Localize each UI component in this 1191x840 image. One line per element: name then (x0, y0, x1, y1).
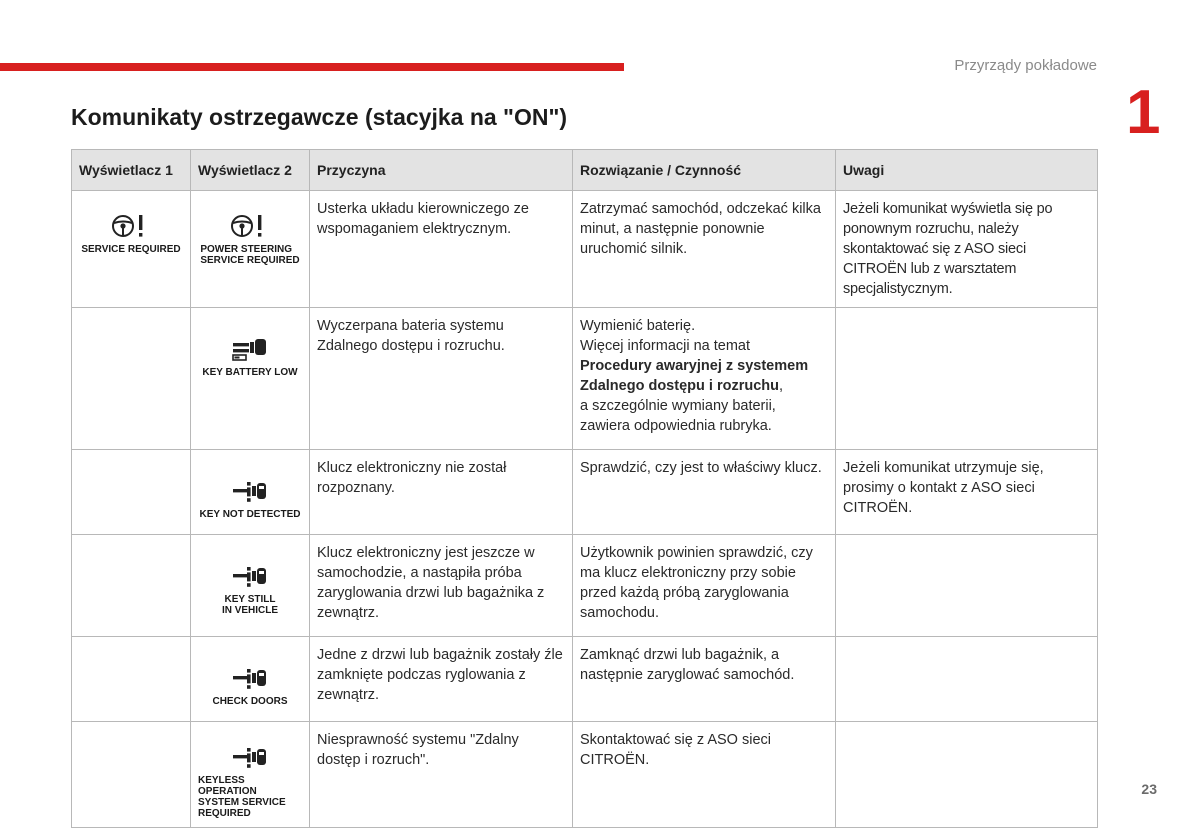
cause-cell: Wyczerpana bateria systemu Zdalnego dostępu i rozruchu. (310, 308, 573, 450)
solution-cell: Użytkownik powinien sprawdzić, czy ma klucz elektroniczny przy sobie przed każdą próbą zaryglowania samochodu. (573, 535, 836, 637)
notes-cell (836, 535, 1098, 637)
solution-cell: Zatrzymać samochód, odczekać kilka minut, a następnie ponownie uruchomić silnik. (573, 191, 836, 308)
cause-cell: Klucz elektroniczny jest jeszcze w samochodzie, a nastąpiła próba zaryglowania drzwi lub bagażnika z zewnątrz. (310, 535, 573, 637)
chapter-number: 1 (1126, 78, 1161, 147)
table-row (72, 722, 1098, 828)
table-row (72, 191, 1098, 308)
steering-wheel-warning-icon (111, 213, 151, 239)
display-message: SERVICE REQUIRED (81, 244, 181, 255)
table-header-row (72, 150, 1098, 191)
display2-cell (191, 637, 310, 722)
header-accent-bar (0, 63, 624, 71)
display2-cell (191, 191, 310, 308)
display-message: POWER STEERING SERVICE REQUIRED (200, 244, 300, 266)
table-row (72, 308, 1098, 450)
col-header-display1: Wyświetlacz 1 (72, 150, 191, 191)
notes-cell (836, 308, 1098, 450)
display2-cell (191, 722, 310, 828)
display-message: KEY NOT DETECTED (199, 509, 301, 520)
display1-cell (72, 722, 191, 828)
solution-cell: Skontaktować się z ASO sieci CITROËN. (573, 722, 836, 828)
display1-cell (72, 191, 191, 308)
cause-cell: Usterka układu kierowniczego ze wspomaganiem elektrycznym. (310, 191, 573, 308)
solution-punctuation: , (778, 378, 784, 394)
warning-messages-table (71, 149, 1098, 828)
display-message: CHECK DOORS (212, 696, 288, 707)
page-number: 23 (1141, 781, 1157, 797)
table-row (72, 535, 1098, 637)
display2-cell (191, 535, 310, 637)
col-header-display2: Wyświetlacz 2 (191, 150, 310, 191)
display2-cell (191, 450, 310, 535)
section-title: Przyrządy pokładowe (954, 57, 1097, 74)
notes-cell (836, 637, 1098, 722)
key-warning-icon (230, 744, 270, 770)
key-warning-icon (230, 563, 270, 589)
key-warning-icon (230, 478, 270, 504)
cause-cell: Klucz elektroniczny nie został rozpoznany. (310, 450, 573, 535)
solution-cell (573, 308, 836, 450)
notes-cell (836, 722, 1098, 828)
cause-cell: Jedne z drzwi lub bagażnik zostały źle zamknięte podczas ryglowania z zewnątrz. (310, 637, 573, 722)
table-row (72, 637, 1098, 722)
col-header-notes: Uwagi (836, 150, 1098, 191)
display1-cell (72, 308, 191, 450)
page-title: Komunikaty ostrzegawcze (stacyjka na "ON") (71, 104, 568, 130)
display-message: KEYLESS OPERATION SYSTEM SERVICE REQUIRED (198, 775, 286, 819)
display-message: KEY BATTERY LOW (202, 367, 298, 378)
solution-line: Wymienić baterię. (580, 318, 696, 334)
solution-cell: Zamknąć drzwi lub bagażnik, a następnie zaryglować samochód. (573, 637, 836, 722)
display1-cell (72, 450, 191, 535)
solution-line: Więcej informacji na temat (580, 338, 751, 354)
key-warning-icon (230, 665, 270, 691)
col-header-cause: Przyczyna (310, 150, 573, 191)
display1-cell (72, 535, 191, 637)
solution-reference: Procedury awaryjnej z systemem Zdalnego dostępu i rozruchu (580, 358, 809, 394)
cause-cell: Niesprawność systemu "Zdalny dostęp i rozruch". (310, 722, 573, 828)
solution-cell: Sprawdzić, czy jest to właściwy klucz. (573, 450, 836, 535)
steering-wheel-warning-icon (230, 213, 270, 239)
key-battery-icon (230, 336, 270, 362)
display1-cell (72, 637, 191, 722)
display2-cell (191, 308, 310, 450)
display-message: KEY STILL IN VEHICLE (221, 594, 279, 616)
solution-line: a szczególnie wymiany baterii, zawiera odpowiednia rubryka. (580, 398, 776, 434)
notes-cell: Jeżeli komunikat wyświetla się po ponownym rozruchu, należy skontaktować się z ASO sieci CITROËN lub z warsztatem specjalistycznym. (836, 191, 1098, 308)
table-row (72, 450, 1098, 535)
notes-cell: Jeżeli komunikat utrzymuje się, prosimy o kontakt z ASO sieci CITROËN. (836, 450, 1098, 535)
col-header-solution: Rozwiązanie / Czynność (573, 150, 836, 191)
